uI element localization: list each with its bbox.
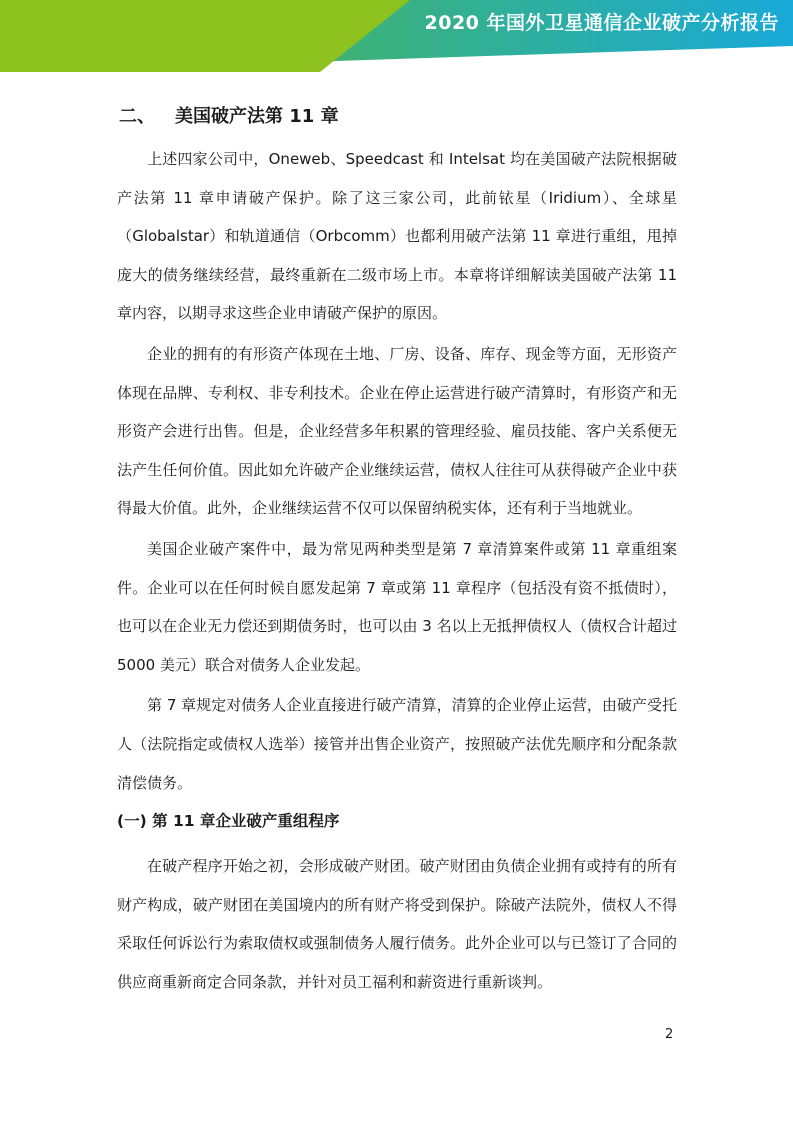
header-band	[0, 0, 793, 72]
paragraph: 美国企业破产案件中，最为常见两种类型是第 7 章清算案件或第 11 章重组案件。企业可以在任何时候自愿发起第 7 章或第 11 章程序（包括没有资不抵债时），也可以在企业无力偿还到期债务时，也可以由 3 名以上无抵押债权人（债权合计超过 5000 美元）联合对债务人企业发起。	[117, 539, 677, 674]
section-heading	[119, 94, 677, 140]
section-number: 二、	[119, 106, 155, 127]
paragraph: 第 7 章规定对债务人企业直接进行破产清算，清算的企业停止运营，由破产受托人（法院指定或债权人选举）接管并出售企业资产，按照破产法优先顺序和分配条款清偿债务。	[117, 696, 677, 792]
subsection-heading: (一) 第 11 章企业破产重组程序	[117, 812, 340, 831]
page-number: 2	[665, 1027, 674, 1042]
paragraph: 上述四家公司中，Oneweb、Speedcast 和 Intelsat 均在美国破产法院根据破产法第 11 章申请破产保护。除了这三家公司，此前铱星（Iridium）、全球星（Globalstar）和轨道通信（Orbcomm）也都利用破产法第 11 章进行重组，甩掉庞大的债务继续经营，最终重新在二级市场上市。本章将详细解读美国破产法第 11 章内容，以期寻求这些企业申请破产保护的原因。	[117, 150, 677, 323]
paragraph: 企业的拥有的有形资产体现在土地、厂房、设备、库存、现金等方面，无形资产体现在品牌、专利权、非专利技术。企业在停止运营进行破产清算时，有形资产和无形资产会进行出售。但是，企业经营多年积累的管理经验、雇员技能、客户关系便无法产生任何价值。因此如允许破产企业继续运营，债权人往往可从获得破产企业中获得最大价值。此外，企业继续运营不仅可以保留纳税实体，还有利于当地就业。	[117, 344, 677, 518]
report-title: 2020 年国外卫星通信企业破产分析报告	[424, 12, 779, 34]
paragraph: 在破产程序开始之初，会形成破产财团。破产财团由负债企业拥有或持有的所有财产构成，破产财团在美国境内的所有财产将受到保护。除破产法院外，债权人不得采取任何诉讼行为索取债权或强制债务人履行债务。此外企业可以与已签订了合同的供应商重新商定合同条款，并针对员工福利和薪资进行重新谈判。	[117, 857, 677, 991]
page-content	[117, 94, 677, 1001]
header-green-wedge	[0, 0, 410, 72]
section-title: 美国破产法第 11 章	[175, 106, 339, 127]
